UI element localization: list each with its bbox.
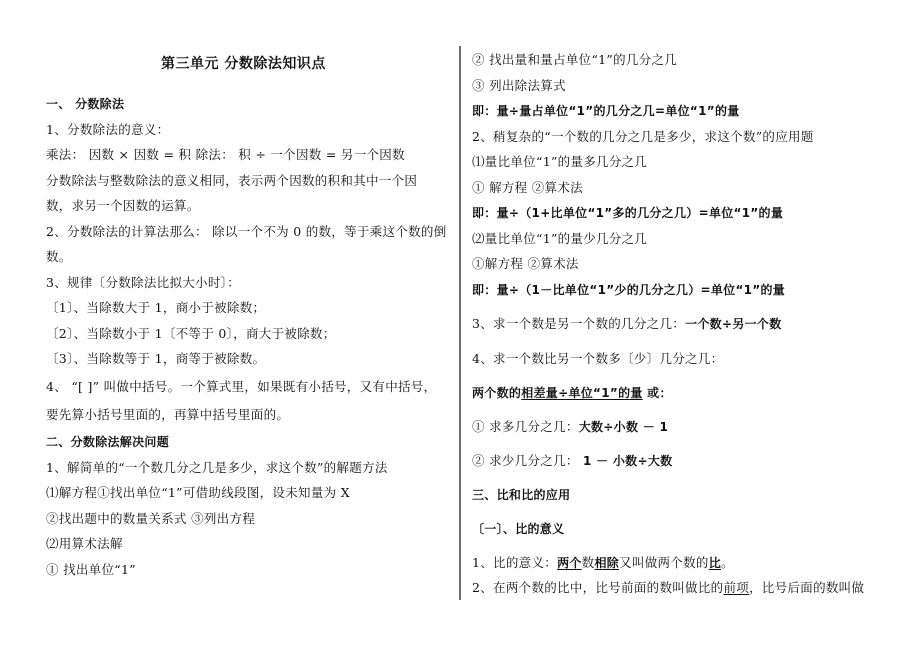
text-bold: 1 － 小数÷大数 [582,454,673,468]
text-line: 4、 “[ ]” 叫做中括号。一个算式里，如果既有小括号，又有中括号， [46,379,437,394]
text-line: 〔1〕、当除数大于 1，商小于被除数； [46,300,266,315]
text-line: ⑴量比单位“1”的量多几分之几 [472,154,648,169]
text-line: 3、规律〔分数除法比拟大小时〕： [46,275,241,290]
column-divider [459,46,461,600]
subsection-heading: 〔一〕、比的意义 [472,522,565,536]
underlined-text: 相差量÷单位“1”的量 [521,386,643,400]
text-plain: ① 求多几分之几： [472,419,579,434]
text-line: ⑵量比单位“1”的量少几分之几 [472,231,648,246]
text-line [472,580,864,596]
text-plain: 。 [721,555,734,570]
section-heading-3: 三、比和比的应用 [472,488,571,502]
text-line [472,316,782,332]
text-line: ②找出题中的数量关系式 ③列出方程 [46,511,256,526]
text-prefix: 两个数的 [472,386,522,400]
section-heading-2: 二、分数除法解决问题 [46,435,170,449]
text-line: ② 找出量和量占单位“1”的几分之几 [472,52,678,67]
text-line: 数，求另一个因数的运算。 [46,198,200,213]
text-suffix: 或： [642,386,672,400]
section-heading-1: 一、 分数除法 [46,97,125,111]
text-line: ① 找出单位“1” [46,562,136,577]
text-line: 2、分数除法的计算法那么： 除以一个不为 0 的数，等于乘这个数的倒 [46,224,447,239]
text-line: ⑵用算术法解 [46,536,123,551]
text-line [472,555,734,571]
text-line [472,419,668,435]
text-line: 〔2〕、当除数小于 1〔不等于 0〕，商大于被除数； [46,326,336,341]
text-plain: ，比号后面的数叫做 [749,580,865,595]
text-line: 1、分数除法的意义： [46,122,170,137]
text-plain: 2、在两个数的比中，比号前面的数叫做比的 [472,580,724,595]
underlined-text: 比 [708,556,722,570]
text-bold: 一个数÷另一个数 [685,317,782,331]
text-line: 2、稍复杂的“一个数的几分之几是多少，求这个数”的应用题 [472,129,814,144]
text-plain: 数 [581,555,595,570]
underlined-text: 两个 [557,556,582,570]
formula-line: 即：量÷（1－比单位“1”少的几分之几）=单位“1”的量 [472,283,786,297]
underlined-text: 前项 [723,580,750,595]
page-title: 第三单元 分数除法知识点 [161,56,326,72]
formula-line [472,385,672,401]
text-plain: 3、求一个数是另一个数的几分之几： [472,316,686,331]
text-line: 要先算小括号里面的，再算中括号里面的。 [46,407,290,422]
text-line: 数。 [46,249,72,264]
text-line: ①解方程 ②算术法 [472,256,579,271]
text-line: ① 解方程 ②算术法 [472,180,583,195]
formula-line: 即：量÷（1+比单位“1”多的几分之几）=单位“1”的量 [472,206,784,220]
text-bold: 大数÷小数 － 1 [578,420,669,434]
text-plain: 又叫做两个数的 [619,555,709,570]
text-line: ⑴解方程①找出单位“1”可借助线段图，设未知量为 X [46,485,350,500]
underlined-text: 相除 [594,556,620,570]
text-line: 1、解简单的“一个数几分之几是多少，求这个数”的解题方法 [46,460,388,475]
formula-line: 即：量÷量占单位“1”的几分之几=单位“1”的量 [472,104,740,118]
text-line: 4、求一个数比另一个数多〔少〕几分之几： [472,351,724,366]
text-line: 乘法： 因数 × 因数 = 积 除法： 积 ÷ 一个因数 = 另一个因数 [46,147,405,162]
text-plain: 1、比的意义： [472,555,558,570]
text-line: ③ 列出除法算式 [472,78,566,93]
text-line [472,453,672,469]
text-line: 分数除法与整数除法的意义相同，表示两个因数的积和其中一个因 [46,173,418,188]
text-plain: ② 求少几分之几： [472,453,583,468]
text-line: 〔3〕、当除数等于 1，商等于被除数。 [46,351,266,366]
